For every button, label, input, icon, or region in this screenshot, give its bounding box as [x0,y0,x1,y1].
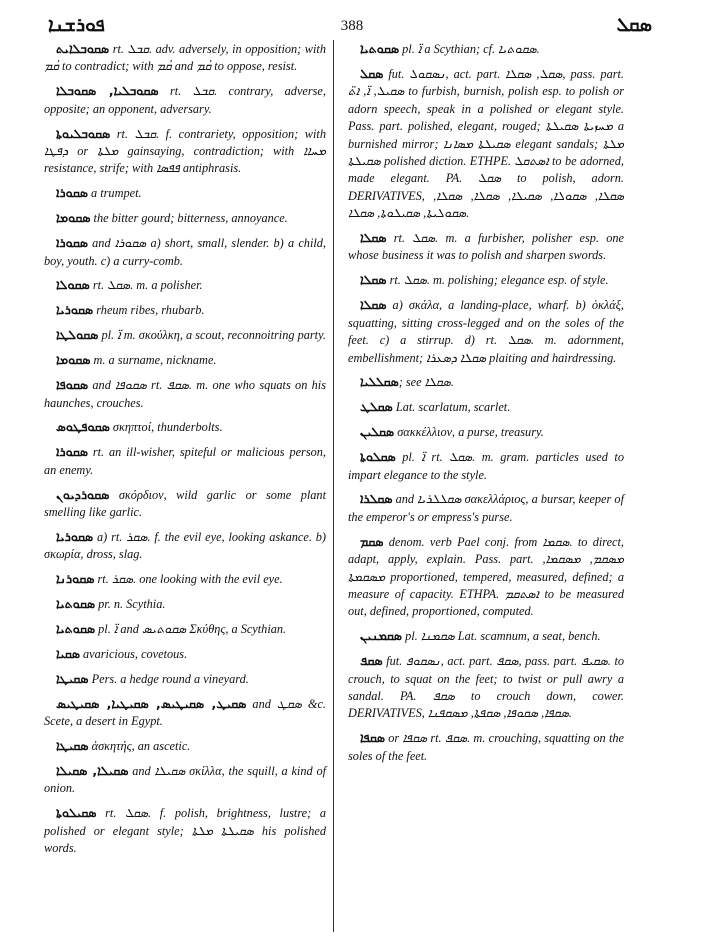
definition: Lat. scarlatum, scarlet. [392,400,511,415]
dictionary-entry [348,229,624,265]
definition: pl. ܣܩܡܢܐ Lat. scamnum, a seat, bench. [402,629,601,644]
definition: rheum ribes, rhubarb. [93,303,205,318]
definition: a) rt. ܣܩܪ. f. the evil eye, looking askance. b) σκωρία, dross, slag. [44,529,326,562]
dictionary-entry [348,533,624,621]
definition: Pers. a hedge round a vineyard. [88,671,249,686]
headword: ܣܩܘܒܠܝܐ, ܣܩܘܒܠܐ [56,83,159,99]
running-head-left: ܦܘܪܫܢܐ [48,14,105,36]
headword: ܣܩܠܠܝܐ [360,374,399,390]
definition: ἀσκητής, an ascetic. [88,739,191,754]
dictionary-entry [44,351,326,369]
definition: rt. ܩܒܠ. adv. adversely, in opposition; with ܩܳܡ to contradict; with ܩܳܡ and ܩܳܡ to oppose, resist. [44,42,326,74]
dictionary-entry [44,695,326,731]
dictionary-entry [44,645,326,663]
definition: a trumpet. [87,186,142,201]
definition: rt. ܣܩܠ. m. a polisher. [89,278,203,293]
dictionary-entry [348,627,624,645]
headword: ܣܩܠܐ [360,297,387,313]
dictionary-entry [44,301,326,319]
running-head-right: ܣܩܠ [616,14,652,36]
dictionary-entry [348,373,624,391]
right-column [348,40,624,772]
dictionary-entry [44,125,326,178]
headword: ܣܩܘܬܝܐ [56,596,96,612]
headword: ܣܩܠܘܬܐ [360,449,396,465]
definition: rt. ܣܩܪ. one looking with the evil eye. [94,572,283,587]
headword: ܣܩܘܪܕܝܘܢ [56,486,110,502]
column-divider [333,40,334,932]
definition: pl. ܐ̈ m. σκούλκη, a scout, reconnoitring party. [98,328,326,343]
headword: ܣܩܘܪܐ [56,444,88,460]
headword: ܣܩܠܐ [360,272,387,288]
headword: ܣܩܘܒܠܝܘܬܐ [56,125,111,141]
headword: ܣܩܘܠܐ [56,277,90,293]
definition: m. a surname, nickname. [90,353,217,368]
headword: ܣܩܝܛܐ [56,670,89,686]
headword: ܣܩܠܝܢ [360,424,395,440]
definition: rt. ܣܩܠ. f. polish, brightness, lustre; a polished or elegant style; ܣܩܝܠܬܐ ܡܠܬܐ his polished words. [44,806,327,856]
definition: σκόρδιον, wild garlic or some plant smelling like garlic. [44,487,326,520]
dictionary-entry [44,209,326,227]
definition: fut. ܢܣܩܘܠ, act. part. ܣܩܠ, ܣܩܠܐ, pass. part. ܣܩܝܠ, ܐ̈, ܐܬ̈ to furbish, burnish, polish esp. to polish or adorn speech, speak in a polished or elegant style. Pass. part. polished, elegant, rouged; ܡܚܙܝܬܐ ܣܩܝܠܬܐ a burnished mirror; ܣܩܝܠܬܐ ܡܣܐܢܐ elegant sandals; ܡܠܬܐ ܣܩܝܠܬܐ polished diction. ETHPE. ܐܣܬܩܠ to be adorned, made elegant. PA. ܣܩܠ to polish, adorn. DERIVATIVES, ܣܩܠܐ, ܣܩܘܠܐ, ܣܩܝܠܐ, ܣܩܠܐ, ܣܩܠܐ, ܣܩܘܠܝܬܐ, ܣܩܝܠܘܬܐ, ܣܩܠܐ. [348,66,625,221]
left-column [44,40,326,864]
dictionary-entry [44,82,326,118]
headword: ܣܩܘܬܝܐ [360,41,400,56]
definition: and ܣܩܠܠܪܝܐ σακελλάριος, a bursar, keeper of the emperor's or empress's purse. [348,492,624,524]
headword: ܣܩܘܠܛܐ [56,327,99,343]
headword: ܣܩܘܦܛܘܣ [56,419,110,435]
headword: ܣܩܦܐ [360,730,386,746]
dictionary-entry [44,620,326,638]
definition: pl. ܐ̈ rt. ܣܩܠ. m. gram. particles used to impart elegance to the style. [348,450,624,482]
definition: denom. verb Pael conj. from ܣܩܡܐ. to direct, adapt, apply, explain. Pass. part. ܡܣܩܡ, ܡܣܩܡܐ, ܡܣܩܡܬܐ proportioned, tempered, measured, defined; a measure of capacity. ETHPA. ܐܣܬܩܡ to be measured out, defined, proportioned, computed. [348,534,624,619]
dictionary-entry [44,670,326,688]
headword: ܣܩܝܛ, ܣܩܝܛܝܣ, ܣܩܝܛܝܐ, ܣܩܝܛܝܣ [56,695,247,711]
headword: ܣܩܘܪܐ [56,185,88,201]
definition: pl. ܐ̈ and ܣܩܘܬܝܣ Σκύθης, a Scythian. [95,622,287,637]
headword: ܣܩܘܡܐ [56,352,91,368]
definition: avaricious, covetous. [79,646,188,661]
definition: and ܣܩܘܪܐ a) short, small, slender. b) a child, boy, youth. c) a curry-comb. [44,236,327,268]
definition: pr. n. Scythia. [95,597,166,612]
definition: σκηπτοί, thunderbolts. [109,420,223,435]
headword: ܣܩܘܒܠܐܝܬ [56,41,110,56]
definition: pl. ܐ̈ a Scythian; cf. ܣܩܘܬܝܐ. [399,42,540,56]
dictionary-entry [348,490,624,526]
definition: and ܣܩܘܦܐ rt. ܣܩܦ. m. one who squats on his haunches, crouches. [44,378,326,410]
dictionary-entry [348,729,624,765]
definition: ; see ܣܩܠܐ. [398,375,454,390]
dictionary-entry [44,737,326,755]
dictionary-entry [44,486,326,522]
definition: rt. ܣܩܠ. m. a furbisher, polisher esp. one whose business it was to polish and sharpen swords. [348,231,624,263]
definition: a) σκάλα, a landing-place, wharf. b) ὀκλάξ, squatting, sitting cross-legged and on the soles of the feet. c) a stirrup. d) rt. ܣܩܠ. m. adornment, embellishment; ܣܩܠܐ ܕܣܥܪܐ plaiting and hairdressing. [348,298,624,365]
headword: ܣܩܠܪܐ [360,491,393,507]
definition: the bitter gourd; bitterness, annoyance. [90,211,288,226]
headword: ܣܩܘܪܝܐ [56,528,94,544]
definition: fut. ܢܣܩܘܦ, act. part. ܣܩܦ, pass. part. ܣܩܝܦ. to crouch, to squat on the feet; to twist or pull awry a sandal. PA. ܣܩܦ to crouch down, cower. DERIVATIVES, ܣܩܦܐ, ܣܩܘܦܐ, ܣܩܦܬܐ, ܡܣܩܦܢܐ. [348,654,625,721]
dictionary-entry [44,276,326,294]
dictionary-entry [348,296,624,367]
headword: ܣܩܠ [360,65,384,81]
dictionary-entry [44,40,326,76]
headword: ܣܩܝܐ [56,645,80,661]
headword: ܣܩܘܡܐ [56,210,91,226]
headword: ܣܩܝܛܐ [56,738,89,754]
definition: and ܣܩܛ &c. Scete, a desert in Egypt. [44,696,327,729]
page-number: 388 [340,18,364,34]
dictionary-entry [44,418,326,436]
headword: ܣܩܦ [360,653,383,669]
headword: ܣܩܡܢܝܢ [360,628,403,644]
headword: ܣܩܘܪܝܐ [56,302,94,318]
definition: rt. ܩܒܠ. f. contrariety, opposition; with ܕܦܛܐ or ܡܠܬܐ gainsaying, contradiction; with ܡܚܐܐ resistance, strife; with ܦܦܣܐ antiphrasis. [44,126,326,176]
headword: ܣܩܘܪܢܐ [56,571,95,587]
headword: ܣܩܘܪܐ [56,235,88,251]
headword: ܣܩܠܛ [360,399,393,415]
headword: ܣܩܡ [360,533,384,549]
dictionary-entry [44,184,326,202]
headword: ܣܩܘܬܝܐ [56,621,96,637]
definition: and ܣܩܝܠܐ σκίλλα, the squill, a kind of onion. [44,764,327,796]
dictionary-entry [348,652,624,723]
dictionary-entry [44,443,326,479]
dictionary-entry [44,762,326,798]
definition: σακκέλλιον, a purse, treasury. [394,425,544,440]
dictionary-entry [44,234,326,270]
dictionary-entry [44,326,326,344]
dictionary-entry [44,595,326,613]
dictionary-entry [44,528,326,564]
definition: rt. ܣܩܠ. m. polishing; elegance esp. of style. [386,273,609,288]
dictionary-entry [348,40,624,58]
headword: ܣܩܘܦܐ [56,377,89,393]
dictionary-entry [348,423,624,441]
definition: or ܣܩܦܐ rt. ܣܩܦ. m. crouching, squatting on the soles of the feet. [348,731,624,763]
headword: ܣܩܠܐ [360,230,387,246]
dictionary-entry [44,376,326,412]
dictionary-entry [348,398,624,416]
dictionary-entry [44,804,326,857]
definition: rt. ܩܒܠ. contrary, adverse, opposite; an opponent, adversary. [44,84,326,116]
dictionary-entry [348,65,624,223]
headword: ܣܩܝܠܐ, ܣܩܝܠܐ [56,763,129,778]
dictionary-entry [44,570,326,588]
dictionary-entry [348,448,624,484]
headword: ܣܩܝܠܘܬܐ [56,805,97,821]
dictionary-entry [348,271,624,289]
definition: rt. an ill-wisher, spiteful or malicious person, an enemy. [44,445,326,477]
